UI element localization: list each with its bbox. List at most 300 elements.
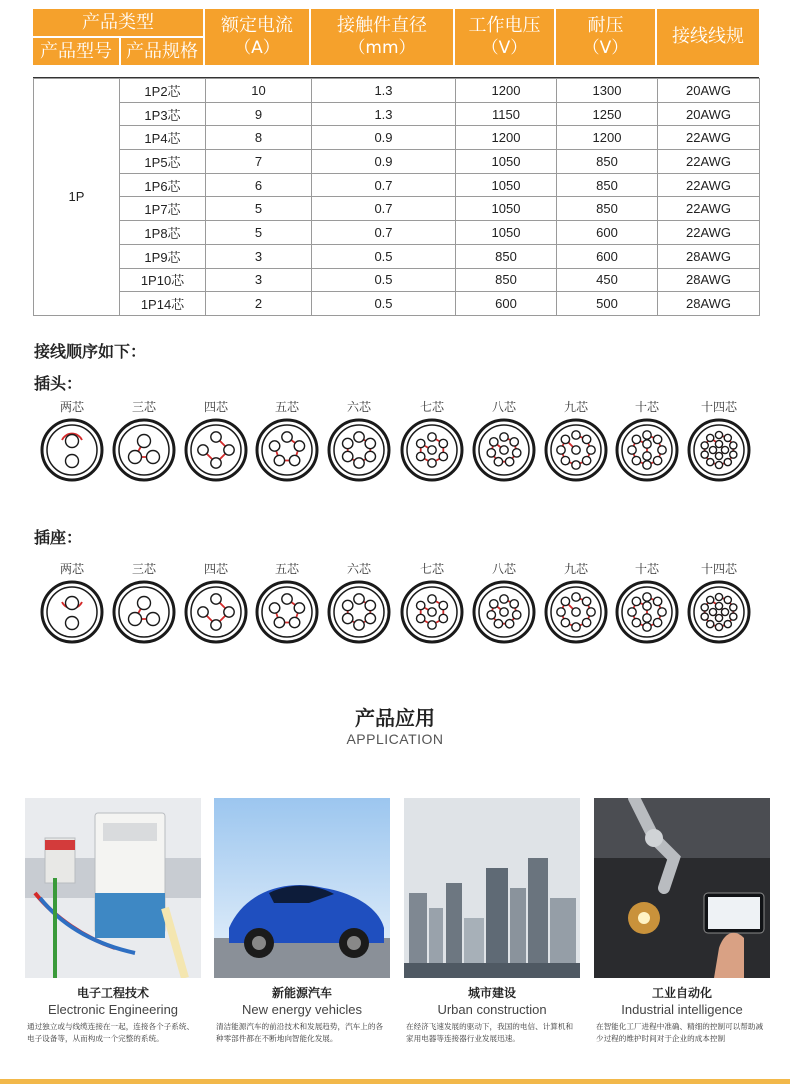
connector-face-icon [615, 418, 679, 482]
core-count-label: 四芯 [203, 400, 228, 414]
application-subtitle: APPLICATION [346, 731, 444, 747]
pin-3 [730, 442, 737, 449]
pin-5 [269, 603, 279, 613]
pin-8 [500, 446, 508, 454]
cell-voltage: 850 [456, 268, 557, 292]
cell-spec: 1P4芯 [120, 126, 206, 150]
cell-current: 8 [206, 126, 312, 150]
pin-6 [715, 623, 722, 630]
connector-face-icon [400, 418, 464, 482]
pin-7 [628, 446, 636, 454]
pin-12 [721, 608, 728, 615]
pin-3 [658, 608, 666, 616]
core-count-label: 四芯 [203, 562, 228, 576]
pin-7 [707, 621, 714, 628]
cell-current: 2 [206, 292, 312, 316]
pin-3 [513, 611, 521, 619]
pin-3 [439, 614, 447, 622]
pin-2 [510, 600, 518, 608]
table-row [34, 292, 760, 316]
plug-connector-3-pin [109, 399, 179, 482]
core-count-label: 五芯 [274, 400, 299, 414]
pin-2 [653, 435, 661, 443]
pin-6 [561, 618, 569, 626]
cell-spec: 1P9芯 [120, 244, 206, 268]
cell-diameter: 0.7 [312, 221, 456, 245]
pin-2 [439, 601, 447, 609]
pin-10 [643, 614, 651, 622]
cell-voltage: 1050 [456, 221, 557, 245]
bottom-stripe [0, 1079, 790, 1084]
pin-4 [582, 618, 590, 626]
pin-8 [701, 613, 708, 620]
pin-5 [343, 613, 353, 623]
pin-5 [724, 621, 731, 628]
core-count-label: 三芯 [131, 400, 156, 414]
cell-withstand: 850 [557, 150, 658, 174]
cell-withstand: 1250 [557, 102, 658, 126]
socket-connector-4-pin [181, 561, 251, 644]
pin-1 [138, 597, 151, 610]
core-count-label: 三芯 [131, 562, 156, 576]
pin-5 [724, 459, 731, 466]
pin-2 [582, 435, 590, 443]
pin-2 [294, 441, 304, 451]
cell-voltage: 1050 [456, 197, 557, 221]
robot-arm-icon [594, 798, 770, 978]
connector-face-icon [327, 580, 391, 644]
pin-8 [632, 435, 640, 443]
cell-awg: 22AWG [658, 126, 760, 150]
pin-4 [653, 456, 661, 464]
cell-voltage: 850 [456, 244, 557, 268]
pin-11 [715, 602, 722, 609]
app-card-vehicles [214, 798, 390, 1045]
socket-connector-2-pin [37, 561, 107, 644]
app-name: 工业自动化 [651, 986, 712, 1000]
pin-4 [505, 458, 513, 466]
pin-1 [428, 433, 436, 441]
pin-1 [282, 594, 292, 604]
pin-2 [439, 439, 447, 447]
pin-7 [557, 446, 565, 454]
connector-face-icon [472, 418, 536, 482]
app-desc: 在智能化工厂进程中准确、精细的控制可以帮助减少过程的维护时间对于企业的成本控制 [596, 1022, 764, 1043]
connector-face-icon [544, 418, 608, 482]
app-name: 城市建设 [467, 986, 516, 1000]
pin-3 [211, 458, 221, 468]
pin-3 [587, 608, 595, 616]
electrical-panel-icon [25, 798, 201, 978]
application-title: 产品应用 [355, 706, 435, 730]
plug-connector-5-pin [252, 399, 322, 482]
pin-7 [428, 446, 436, 454]
pin-9 [643, 602, 651, 610]
cell-awg: 22AWG [658, 150, 760, 174]
socket-connector-7-pin [397, 561, 467, 644]
app-desc: 通过独立或与线缆连接在一起，连接各个子系统、电子设备等，从而构成一个完整的系统。 [27, 1022, 195, 1043]
pin-6 [343, 600, 353, 610]
spec-table [33, 77, 759, 314]
cell-voltage: 1150 [456, 102, 557, 126]
core-count-label: 九芯 [563, 562, 588, 576]
pin-4 [505, 620, 513, 628]
pin-4 [428, 459, 436, 467]
wiring-title: 接线顺序如下： [34, 342, 147, 361]
pin-3 [365, 451, 375, 461]
socket-connector-6-pin [324, 561, 394, 644]
pin-1 [572, 431, 580, 439]
cell-withstand: 450 [557, 268, 658, 292]
pin-6 [487, 611, 495, 619]
app-name: 新能源汽车 [271, 986, 332, 1000]
connector-shell [186, 582, 246, 642]
connector-face-icon [327, 418, 391, 482]
core-count-label: 十芯 [634, 400, 659, 414]
connector-face-icon [184, 580, 248, 644]
table-row [34, 79, 760, 103]
header-current: 额定电流 （A） [205, 9, 309, 65]
pin-2 [224, 607, 234, 617]
pin-6 [417, 601, 425, 609]
plug-connector-7-pin [397, 399, 467, 482]
pin-1 [211, 432, 221, 442]
header-product-type: 产品类型 [33, 9, 203, 36]
header-spec: 产品规格 [121, 38, 203, 65]
cell-diameter: 1.3 [312, 79, 456, 103]
cell-current: 7 [206, 150, 312, 174]
pin-3 [365, 613, 375, 623]
connector-shell [329, 420, 389, 480]
pin-4 [428, 621, 436, 629]
pin-1 [66, 435, 79, 448]
cell-voltage: 1050 [456, 150, 557, 174]
pin-7 [490, 438, 498, 446]
pin-2 [510, 438, 518, 446]
table-row [34, 244, 760, 268]
header-voltage: 工作电压 （V） [455, 9, 554, 65]
pin-2 [66, 617, 79, 630]
pin-6 [487, 449, 495, 457]
pin-1 [715, 593, 722, 600]
app-name-en: New energy vehicles [242, 1002, 362, 1017]
plug-connector-10-pin [612, 399, 682, 482]
core-count-label: 六芯 [346, 400, 371, 414]
cell-current: 5 [206, 197, 312, 221]
model-cell: 1P [34, 79, 120, 316]
pin-5 [343, 451, 353, 461]
socket-connector-5-pin [252, 561, 322, 644]
cell-diameter: 0.5 [312, 244, 456, 268]
cell-voltage: 1050 [456, 173, 557, 197]
plug-connector-2-pin [37, 399, 107, 482]
plug-connector-8-pin [469, 399, 539, 482]
pin-2 [582, 597, 590, 605]
pin-4 [653, 618, 661, 626]
cell-current: 9 [206, 102, 312, 126]
pin-5 [643, 461, 651, 469]
plug-connector-9-pin [541, 399, 611, 482]
cell-diameter: 1.3 [312, 102, 456, 126]
connector-face-icon [615, 580, 679, 644]
cell-awg: 22AWG [658, 221, 760, 245]
cell-current: 6 [206, 173, 312, 197]
pin-4 [274, 617, 284, 627]
pin-5 [494, 620, 502, 628]
cell-voltage: 600 [456, 292, 557, 316]
pin-7 [628, 608, 636, 616]
connector-shell [689, 582, 749, 642]
pin-2 [724, 434, 731, 441]
cell-diameter: 0.9 [312, 126, 456, 150]
connector-face-icon [184, 418, 248, 482]
cell-spec: 1P7芯 [120, 197, 206, 221]
pin-5 [643, 623, 651, 631]
table-row [34, 197, 760, 221]
pin-10 [707, 434, 714, 441]
pin-2 [129, 451, 142, 464]
app-card-urban [404, 798, 580, 1045]
cell-awg: 22AWG [658, 173, 760, 197]
socket-connector-8-pin [469, 561, 539, 644]
cell-diameter: 0.7 [312, 173, 456, 197]
header-wire-gauge: 接线线规 [657, 9, 759, 65]
cell-diameter: 0.5 [312, 292, 456, 316]
plug-diagrams [33, 399, 763, 489]
pin-4 [730, 613, 737, 620]
pin-1 [354, 594, 364, 604]
pin-5 [572, 623, 580, 631]
table-row [34, 221, 760, 245]
app-desc: 在经济飞速发展的驱动下，我国的电信、计算机和家用电器等连接器行业发展迅速。 [406, 1022, 574, 1043]
pin-7 [557, 608, 565, 616]
cell-spec: 1P8芯 [120, 221, 206, 245]
pin-4 [354, 458, 364, 468]
cell-diameter: 0.7 [312, 197, 456, 221]
pin-8 [561, 597, 569, 605]
pin-4 [198, 445, 208, 455]
app-name: 电子工程技术 [76, 986, 149, 1000]
connector-shell [257, 582, 317, 642]
pin-3 [147, 451, 160, 464]
spec-table-header [33, 9, 759, 65]
pin-1 [354, 432, 364, 442]
pin-1 [211, 594, 221, 604]
plug-label: 插头： [34, 374, 83, 393]
pin-6 [632, 456, 640, 464]
socket-connector-3-pin [109, 561, 179, 644]
core-count-label: 九芯 [563, 400, 588, 414]
pin-3 [289, 455, 299, 465]
pin-2 [129, 613, 142, 626]
connector-face-icon [544, 580, 608, 644]
connector-shell [114, 582, 174, 642]
connector-face-icon [40, 418, 104, 482]
pin-1 [282, 432, 292, 442]
pin-5 [269, 441, 279, 451]
cell-withstand: 1300 [557, 79, 658, 103]
pin-4 [198, 607, 208, 617]
connector-face-icon [687, 418, 751, 482]
table-row [34, 268, 760, 292]
cell-spec: 1P14芯 [120, 292, 206, 316]
pin-12 [721, 446, 728, 453]
pin-2 [653, 597, 661, 605]
table-row [34, 173, 760, 197]
pin-3 [439, 452, 447, 460]
cell-withstand: 600 [557, 221, 658, 245]
pin-10 [643, 452, 651, 460]
core-count-label: 八芯 [491, 400, 516, 414]
pin-3 [730, 604, 737, 611]
pin-3 [147, 613, 160, 626]
cell-spec: 1P3芯 [120, 102, 206, 126]
core-count-label: 十芯 [634, 562, 659, 576]
cell-withstand: 500 [557, 292, 658, 316]
pin-3 [211, 620, 221, 630]
pin-4 [582, 456, 590, 464]
connector-face-icon [255, 418, 319, 482]
header-diameter: 接触件直径 （mm） [311, 9, 453, 65]
pin-7 [707, 459, 714, 466]
cell-spec: 1P6芯 [120, 173, 206, 197]
connector-face-icon [112, 418, 176, 482]
app-card-industrial [594, 798, 770, 1045]
connector-shell [689, 420, 749, 480]
pin-6 [417, 439, 425, 447]
app-name-en: Industrial intelligence [621, 1002, 743, 1017]
cell-awg: 28AWG [658, 244, 760, 268]
pin-6 [343, 438, 353, 448]
cell-diameter: 0.5 [312, 268, 456, 292]
socket-connector-9-pin [541, 561, 611, 644]
plug-connector-4-pin [181, 399, 251, 482]
app-desc: 清洁能源汽车的前沿技术和发展趋势，汽车上的各种零部件都在不断地向智能化发展。 [216, 1022, 384, 1043]
pin-7 [490, 600, 498, 608]
pin-3 [658, 446, 666, 454]
pin-4 [354, 620, 364, 630]
pin-1 [500, 595, 508, 603]
connector-face-icon [255, 580, 319, 644]
pin-9 [572, 446, 580, 454]
cell-withstand: 850 [557, 197, 658, 221]
pin-7 [428, 608, 436, 616]
pin-5 [417, 452, 425, 460]
pin-5 [417, 614, 425, 622]
pin-1 [66, 597, 79, 610]
pin-3 [587, 446, 595, 454]
pin-2 [724, 596, 731, 603]
pin-8 [561, 435, 569, 443]
pin-9 [572, 608, 580, 616]
pin-9 [701, 442, 708, 449]
cell-withstand: 1200 [557, 126, 658, 150]
cell-spec: 1P10芯 [120, 268, 206, 292]
core-count-label: 两芯 [59, 400, 84, 414]
pin-8 [632, 597, 640, 605]
table-row [34, 126, 760, 150]
connector-shell [329, 582, 389, 642]
pin-2 [365, 600, 375, 610]
socket-connector-14-pin [684, 561, 754, 644]
pin-13 [715, 452, 722, 459]
app-name-en: Electronic Engineering [47, 1002, 179, 1017]
cell-voltage: 1200 [456, 79, 557, 103]
cell-voltage: 1200 [456, 126, 557, 150]
pin-2 [294, 603, 304, 613]
connector-face-icon [687, 580, 751, 644]
pin-9 [643, 440, 651, 448]
header-model: 产品型号 [33, 38, 119, 65]
pin-1 [428, 595, 436, 603]
pin-6 [561, 456, 569, 464]
pin-1 [715, 431, 722, 438]
pin-5 [572, 461, 580, 469]
cell-current: 3 [206, 244, 312, 268]
app-name-en: Urban construction [437, 1002, 547, 1017]
pin-14 [709, 446, 716, 453]
core-count-label: 六芯 [346, 562, 371, 576]
core-count-label: 八芯 [491, 562, 516, 576]
socket-label: 插座： [34, 528, 83, 547]
core-count-label: 十四芯 [700, 400, 737, 414]
cell-awg: 20AWG [658, 79, 760, 103]
core-count-label: 两芯 [59, 562, 84, 576]
pin-3 [513, 449, 521, 457]
table-row [34, 150, 760, 174]
app-card-electronic [25, 798, 201, 1045]
cell-current: 5 [206, 221, 312, 245]
connector-shell [257, 420, 317, 480]
pin-6 [715, 461, 722, 468]
core-count-label: 七芯 [419, 562, 444, 576]
sports-car-icon [214, 798, 390, 978]
cell-spec: 1P2芯 [120, 79, 206, 103]
socket-diagrams [33, 561, 763, 651]
pin-5 [494, 458, 502, 466]
pin-2 [365, 438, 375, 448]
pin-1 [643, 431, 651, 439]
pin-2 [224, 445, 234, 455]
core-count-label: 十四芯 [700, 562, 737, 576]
pin-8 [500, 608, 508, 616]
connector-shell [42, 420, 102, 480]
pin-13 [715, 614, 722, 621]
pin-11 [715, 440, 722, 447]
table-row [34, 102, 760, 126]
pin-1 [138, 435, 151, 448]
cell-awg: 28AWG [658, 268, 760, 292]
pin-1 [643, 593, 651, 601]
core-count-label: 五芯 [274, 562, 299, 576]
pin-3 [289, 617, 299, 627]
pin-10 [707, 596, 714, 603]
pin-2 [66, 455, 79, 468]
city-skyline-icon [404, 798, 580, 978]
cell-diameter: 0.9 [312, 150, 456, 174]
connector-shell [114, 420, 174, 480]
plug-connector-14-pin [684, 399, 754, 482]
connector-face-icon [472, 580, 536, 644]
cell-current: 10 [206, 79, 312, 103]
header-withstand: 耐压 （V） [556, 9, 655, 65]
cell-withstand: 600 [557, 244, 658, 268]
connector-face-icon [40, 580, 104, 644]
pin-1 [500, 433, 508, 441]
connector-shell [186, 420, 246, 480]
core-count-label: 七芯 [419, 400, 444, 414]
connector-shell [42, 582, 102, 642]
